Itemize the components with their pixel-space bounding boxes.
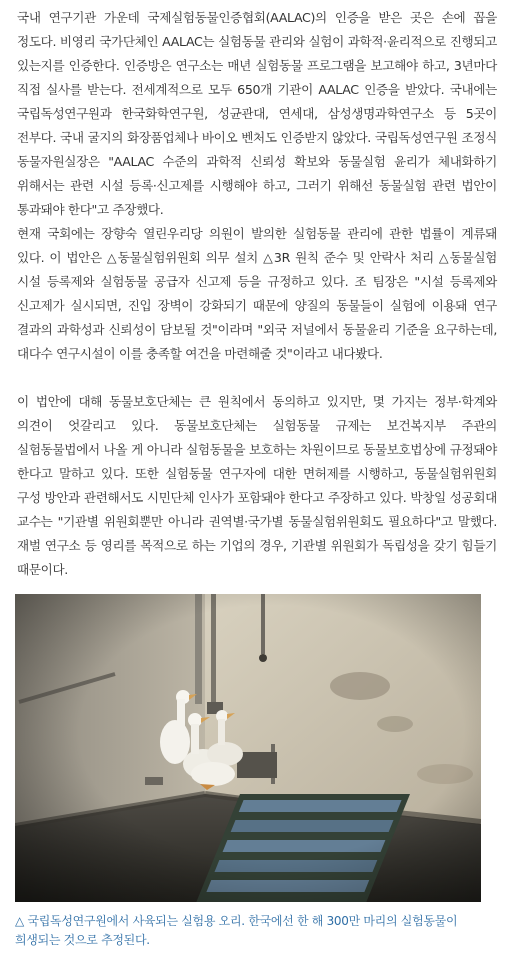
article-paragraph-3: 이 법안에 대해 동물보호단체는 큰 원칙에서 동의하고 있지만, 몇 가지는 정부·학계와 의견이 엇갈리고 있다. 동물보호단체는 실험동물 규제는 보건복지부 주관의 실험동물법에서 나올 게 아니라 실험동물을 보호하는 차원이므로 동물보호법상에 규정돼야 한다고 말하고 있다. 또한 실험동물 연구자에 대한 면허제를 시행하고, 동물실험위원회 구성 방안과 관련해서도 시민단체 인사가 포함돼야 한다고 주장하고 있다. 박창일 성공회대 교수는 "기관별 위원회뿐만 아니라 권역별·국가별 동물실험위원회도 필요하다"고 말했다. 재벌 연구소 등 영리를 목적으로 하는 기업의 경우, 기관별 위원회가 독립성을 갖기 힘들기 때문이다. bbox=[17, 394, 497, 577]
article-paragraph-1: 국내 연구기관 가운데 국제실험동물인증협회(AALAC)의 인증을 받은 곳은 손에 꼽을 정도다. 비영리 국가단체인 AALAC는 실험동물 관리와 실험이 과학적·윤리적으로 진행되고 있는지를 인증한다. 인증방은 연구소는 매년 실험동물 프로그램을 보고해야 하고, 3년마다 직접 실사를 받는다. 전세계적으로 모두 650개 기관이 AALAC 인증을 받았다. 국내에는 국립독성연구원과 한국화학연구원, 성균관대, 연세대, 삼성생명과학연구소 등 5곳이 전부다. 국내 굴지의 화장품업체나 바이오 벤처도 인증받지 않았다. 국립독성연구원 조정식 동물자원실장은 "AALAC 수준의 과학적 신뢰성 확보와 동물실험 윤리가 체내화하기 위해서는 관련 시설 등록·신고제를 시행해야 하고, 그러기 위해선 동물실험 관련 법안이 통과돼야 한다"고 주장했다. bbox=[17, 10, 497, 217]
article-paragraph-2: 현재 국회에는 장향숙 열린우리당 의원이 발의한 실험동물 관리에 관한 법률이 계류돼 있다. 이 법안은 △동물실험위원회 의무 설치 △3R 원칙 준수 및 안락사 처리 △동물실험 시설 등록제와 실험동물 공급자 신고제 등을 규정하고 있다. 조 팀장은 "시설 등록제와 신고제가 실시되면, 진입 장벽이 강화되기 때문에 양질의 동물들이 실험에 이용돼 연구 결과의 과학성과 신뢰성이 담보될 것"이라며 "외국 저널에서 동물윤리 기준을 요구하는데, 대다수 연구시설이 이를 충족할 여건을 마련해줄 것"이라고 내다봤다. bbox=[17, 226, 497, 361]
photo-caption: △ 국립독성연구원에서 사육되는 실험용 오리. 한국에선 한 해 300만 마리의 실험동물이 희생되는 것으로 추정된다. bbox=[15, 914, 458, 947]
article-photo bbox=[15, 594, 481, 902]
ducks-in-room-image bbox=[15, 594, 481, 902]
